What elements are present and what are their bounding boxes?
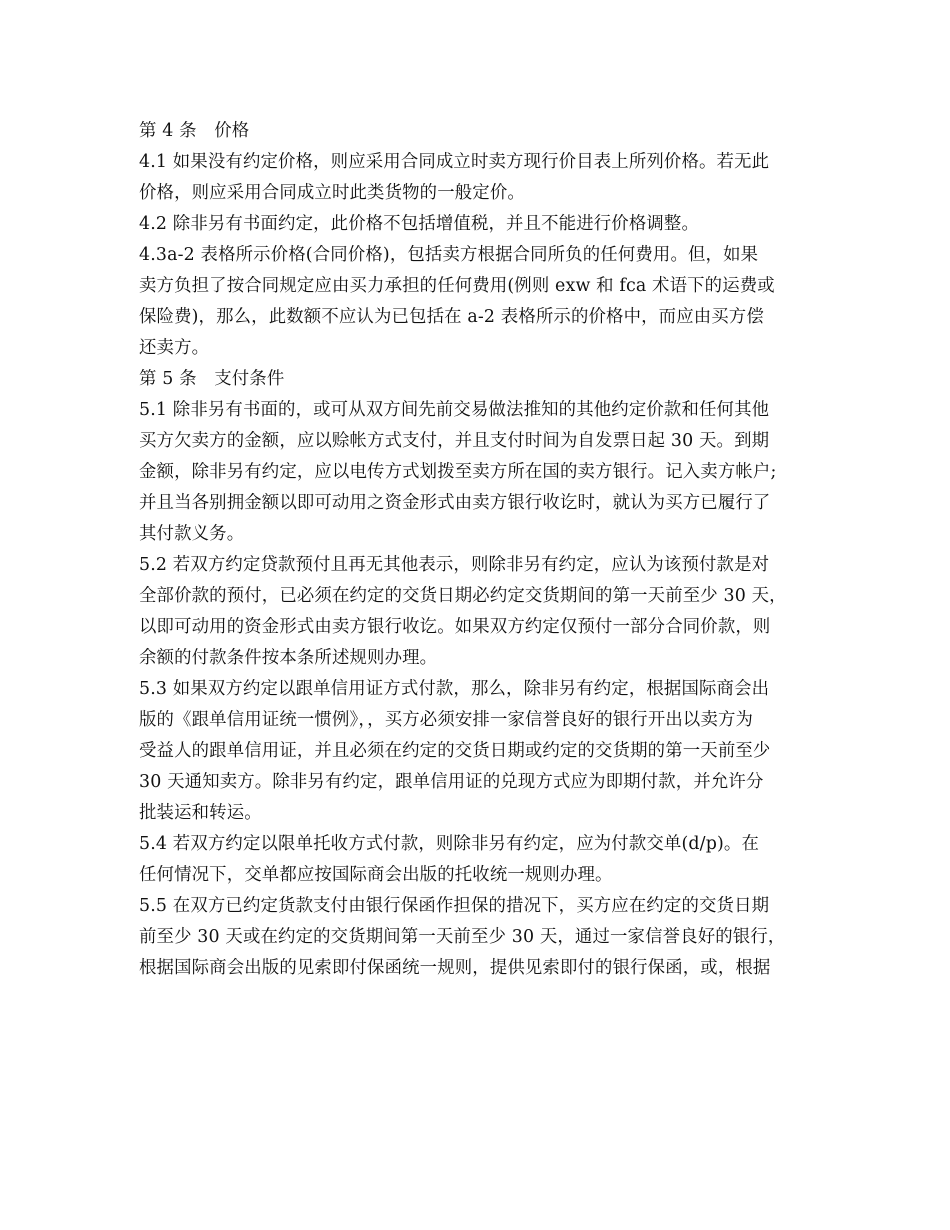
text-line: 受益人的跟单信用证，并且必须在约定的交货日期或约定的交货期的第一天前至少 [139,741,771,761]
text-line: 根据国际商会出版的见索即付保函统一规则，提供见索即付的银行保函，或，根据 [139,958,771,978]
text-line: 4.1 如果没有约定价格，则应采用合同成立时卖方现行价目表上所列价格。若无此 [139,152,770,172]
text-line: 版的《跟单信用证统一惯例》，，买方必须安排一家信誉良好的银行开出以卖方为 [139,710,754,730]
text-line: 全部价款的预付，已必须在约定的交货日期必约定交货期间的第一天前至少 30 天， [139,586,787,606]
text-line: 其付款义务。 [139,524,245,544]
text-line: 金额，除非另有约定，应以电传方式划拨至卖方所在国的卖方银行。记入卖方帐户; [139,462,777,482]
text-line: 卖方负担了按合同规定应由买力承担的任何费用(例则 exw 和 fca 术语下的运费或 [139,276,775,296]
text-line: 5.3 如果双方约定以跟单信用证方式付款，那么，除非另有约定，根据国际商会出 [139,679,770,699]
text-line: 还卖方。 [139,338,210,358]
text-line: 4.3a-2 表格所示价格(合同价格)，包括卖方根据合同所负的任何费用。但，如果 [139,245,759,265]
text-line: 保险费)，那么，此数额不应认为已包括在 a-2 表格所示的价格中，而应由买方偿 [139,307,764,327]
text-line: 前至少 30 天或在约定的交货期间第一天前至少 30 天，通过一家信誉良好的银行， [139,927,786,947]
text-line: 30 天通知卖方。除非另有约定，跟单信用证的兑现方式应为即期付款，并允许分 [139,772,764,792]
text-line: 批装运和转运。 [139,803,262,823]
text-line: 以即可动用的资金形式由卖方银行收讫。如果双方约定仅预付一部分合同价款，则 [139,617,771,637]
document-body [139,116,815,984]
section-heading-article-5: 第 5 条 支付条件 [139,369,285,389]
text-line: 5.5 在双方已约定货款支付由银行保函作担保的措况下，买方应在约定的交货日期 [139,896,770,916]
text-line: 5.4 若双方约定以限单托收方式付款，则除非另有约定，应为付款交单(d/p)。在 [139,834,759,854]
text-line: 5.2 若双方约定贷款预付且再无其他表示，则除非另有约定，应认为该预付款是对 [139,555,770,575]
text-line: 余额的付款条件按本条所述规则办理。 [139,648,438,668]
section-heading-article-4: 第 4 条 价格 [139,121,250,141]
text-line: 任何情况下，交单都应按国际商会出版的托收统一规则办理。 [139,865,613,885]
text-line: 价格，则应采用合同成立时此类货物的一般定价。 [139,183,525,203]
text-line: 并且当各别拥金额以即可动用之资金形式由卖方银行收讫时，就认为买方已履行了 [139,493,771,513]
text-line: 买方欠卖方的金额，应以赊帐方式支付，并且支付时间为自发票日起 30 天。到期 [139,431,770,451]
text-line: 4.2 除非另有书面约定，此价格不包括增值税，并且不能进行价格调整。 [139,214,700,234]
text-line: 5.1 除非另有书面的，或可从双方间先前交易做法推知的其他约定价款和任何其他 [139,400,770,420]
